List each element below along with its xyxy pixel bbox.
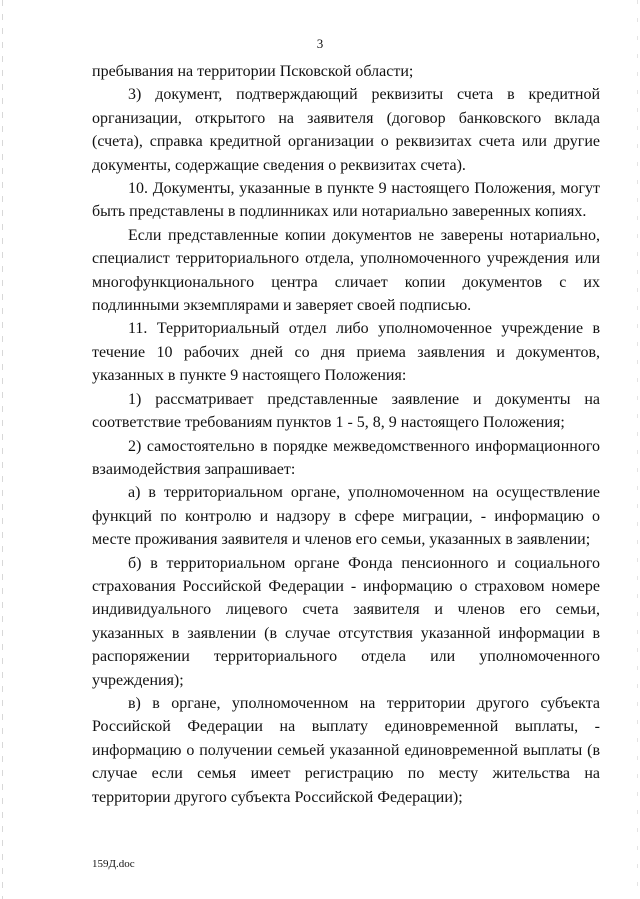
scan-edge-right — [637, 0, 638, 899]
document-body — [92, 60, 600, 809]
paragraph: 3) документ, подтверждающий реквизиты счета в кредитной организации, открытого на заявителя (договор банковского вклада (счета), справка кредитной организации о реквизитах счета или другие документы, содержащие сведения о реквизитах счета). — [92, 86, 600, 174]
file-name-footer: 159Д.doc — [92, 858, 135, 870]
paragraph: в) в органе, уполномоченном на территории другого субъекта Российской Федерации на выплату единовременной выплаты, - информацию о получении семьей указанной единовременной выплаты (в случае если семья имеет регистрацию по месту жительства на территории другого субъекта Российской Федерации); — [92, 694, 600, 806]
paragraph: 2) самостоятельно в порядке межведомственного информационного взаимодействия запрашивает: — [92, 437, 600, 478]
page-number: 3 — [316, 36, 324, 51]
paragraph: пребывания на территории Псковской области; — [92, 63, 414, 80]
paragraph: 1) рассматривает представленные заявление и документы на соответствие требованиям пунктов 1 - 5, 8, 9 настоящего Положения; — [92, 390, 600, 432]
scan-edge-left — [2, 0, 3, 899]
paragraph: а) в территориальном органе, уполномоченном на осуществление функций по контролю и надзору в сфере миграции, - информацию о месте проживания заявителя и членов его семьи, указанных в заявлении; — [92, 484, 600, 549]
paragraph: Если представленные копии документов не заверены нотариально, специалист территориального отдела, уполномоченного учреждения или многофункционального центра сличает копии документов с их подлинными экземплярами и заверяет своей подписью. — [92, 226, 600, 315]
paragraph: 11. Территориальный отдел либо уполномоченное учреждение в течение 10 рабочих дней со дня приема заявления и документов, указанных в пункте 9 настоящего Положения: — [92, 320, 600, 385]
paragraph: б) в территориальном органе Фонда пенсионного и социального страхования Российской Федерации - информацию о страховом номере индивидуального лицевого счета заявителя и членов его семьи, указанных в заявлении (в случае отсутствия указанной информации в распоряжении территориального отдела или уполномоченного учреждения); — [92, 554, 600, 689]
paragraph: 10. Документы, указанные в пункте 9 настоящего Положения, могут быть представлены в подлинниках или нотариально заверенных копиях. — [92, 180, 600, 221]
